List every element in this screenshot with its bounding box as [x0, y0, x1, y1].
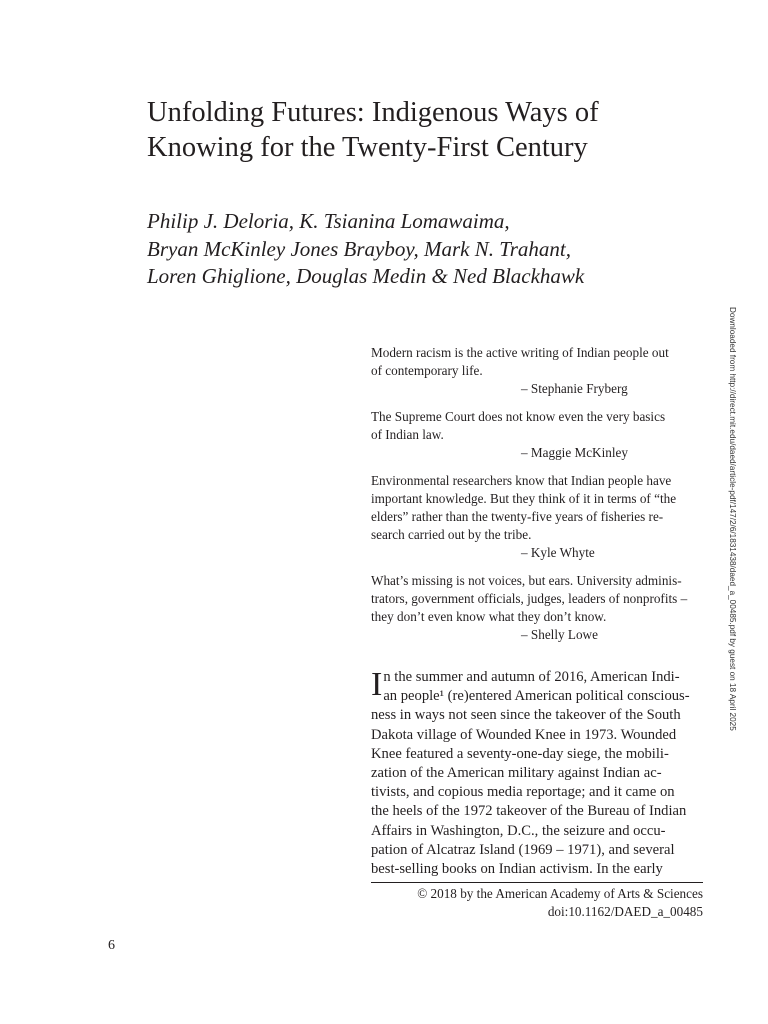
epigraph-line: important knowledge. But they think of it in terms of “the	[371, 491, 677, 506]
epigraph-line: elders” rather than the twenty-five years of fisheries re-	[371, 509, 664, 524]
epigraph-line: trators, government officials, judges, leaders of nonprofits –	[371, 591, 688, 606]
epigraph-attribution: – Kyle Whyte	[521, 545, 595, 560]
epigraph	[371, 572, 703, 644]
title-line-2: Knowing for the Twenty-First Century	[147, 132, 588, 163]
author-line-1: Philip J. Deloria, K. Tsianina Lomawaima,	[147, 209, 510, 233]
footer-divider	[371, 882, 703, 883]
epigraph-line: What’s missing is not voices, but ears. University adminis-	[371, 573, 682, 588]
epigraph-line: The Supreme Court does not know even the very basics	[371, 409, 666, 424]
body-line: the heels of the 1972 takeover of the Bureau of Indian	[371, 803, 687, 820]
article-title	[147, 95, 707, 165]
epigraph	[371, 472, 703, 562]
body-line: Affairs in Washington, D.C., the seizure and occu-	[371, 822, 666, 839]
page-number: 6	[108, 938, 115, 953]
epigraph-attribution: – Stephanie Fryberg	[521, 381, 628, 396]
download-notice: Downloaded from http://direct.mit.edu/daed/article-pdf/147/2/6/1831438/daed_a_00485.pdf by guest on 18 April 2025	[728, 307, 737, 731]
body-line: Dakota village of Wounded Knee in 1973. Wounded	[371, 726, 677, 743]
body-line: Knee featured a seventy-one-day siege, the mobili-	[371, 745, 669, 762]
epigraph-line: Modern racism is the active writing of Indian people out	[371, 345, 669, 360]
body-line: n the summer and autumn of 2016, American Indi-	[383, 669, 680, 685]
copyright-footer	[371, 885, 703, 921]
body-line: ness in ways not seen since the takeover of the South	[371, 707, 681, 724]
epigraph-attribution: – Shelly Lowe	[521, 627, 598, 642]
title-line-1: Unfolding Futures: Indigenous Ways of	[147, 97, 599, 128]
author-line-2: Bryan McKinley Jones Brayboy, Mark N. Trahant,	[147, 236, 572, 261]
author-line-3: Loren Ghiglione, Douglas Medin & Ned Blackhawk	[147, 264, 585, 288]
drop-cap: I	[371, 666, 383, 703]
copyright-notice: © 2018 by the American Academy of Arts & Sciences	[417, 886, 703, 901]
epigraph	[371, 408, 703, 462]
doi-link[interactable]: doi:10.1162/DAED_a_00485	[547, 904, 703, 919]
body-line: tivists, and copious media reportage; and it came on	[371, 784, 675, 801]
epigraph-line: search carried out by the tribe.	[371, 527, 532, 542]
author-list	[147, 208, 727, 291]
epigraph-attribution: – Maggie McKinley	[521, 445, 628, 460]
epigraph	[371, 344, 703, 398]
body-line: pation of Alcatraz Island (1969 – 1971), and several	[371, 841, 675, 858]
body-line: best-selling books on Indian activism. In the early	[371, 861, 663, 878]
body-line: an people¹ (re)entered American political conscious-	[383, 688, 690, 705]
body-paragraph	[371, 668, 703, 879]
body-line: zation of the American military against Indian ac-	[371, 765, 662, 782]
epigraph-line: of Indian law.	[371, 427, 444, 442]
epigraphs	[371, 344, 703, 654]
epigraph-line: they don’t even know what they don’t know.	[371, 609, 607, 624]
epigraph-line: of contemporary life.	[371, 363, 483, 378]
epigraph-line: Environmental researchers know that Indian people have	[371, 473, 672, 488]
